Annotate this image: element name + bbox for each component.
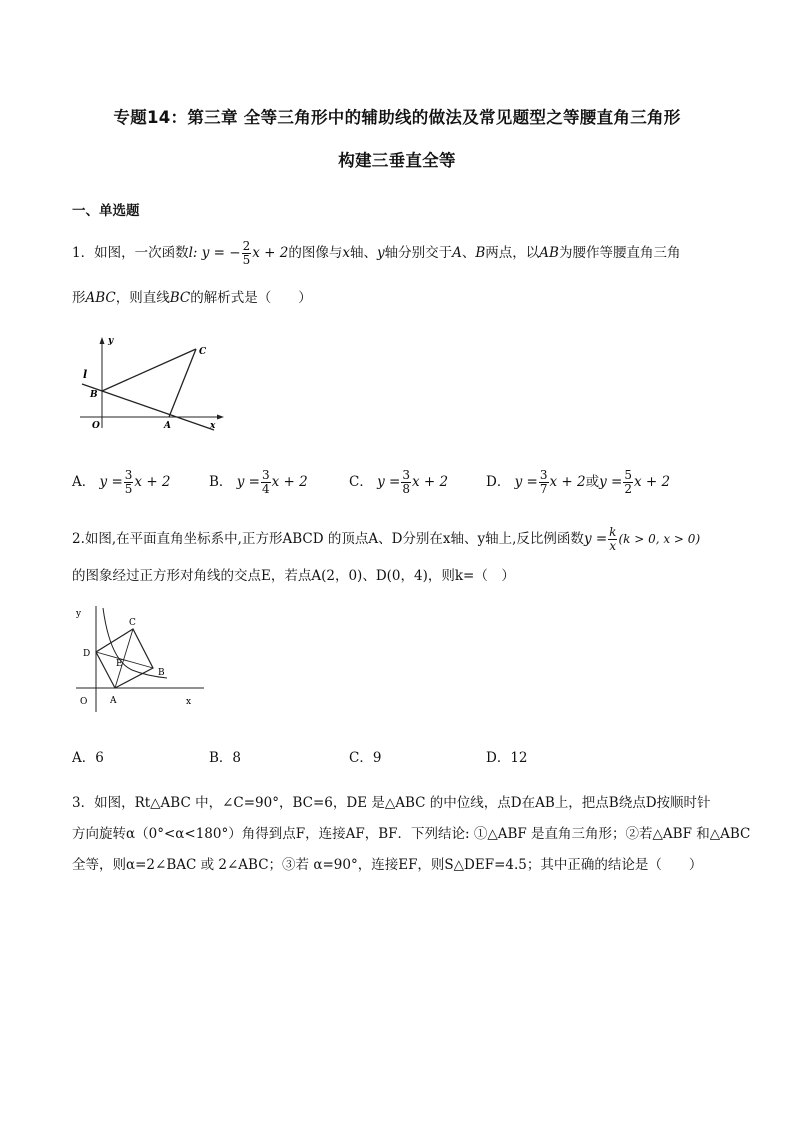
- q2-fraction: [608, 526, 617, 553]
- q1-x-axis: x: [342, 245, 350, 261]
- option-frac-den: 8: [402, 482, 411, 496]
- option-frac-den: 7: [539, 482, 548, 496]
- option-letter: D．: [486, 750, 511, 766]
- q2-stem-line2: 的图象经过正方形对角线的交点E，若点A(2，0)、D(0，4)，则k=（ ）: [72, 568, 515, 584]
- option-fraction-2: [623, 469, 633, 496]
- option-fraction: [124, 469, 134, 496]
- q2-text1: 2.如图,在平面直角坐标系中,正方形ABCD 的顶点A、D分别在x轴、y轴上,反比例函数: [72, 531, 584, 547]
- q2-square-abcd: [96, 629, 153, 688]
- q2-fig-o-label: O: [80, 697, 88, 707]
- q1-eq-rhs: x + 2: [252, 245, 289, 261]
- q2-figure: [72, 600, 212, 726]
- option-frac-den: 5: [124, 482, 133, 496]
- q1-y-axis: y: [376, 245, 385, 261]
- q1-fig-o-label: O: [92, 421, 100, 431]
- option-rhs: x + 2: [271, 474, 308, 490]
- option-letter: A．: [72, 750, 96, 766]
- option-fraction: [261, 469, 271, 496]
- q1-option-c: [349, 469, 448, 496]
- q1-segment-ab: AB: [539, 245, 559, 261]
- q1-line2-b: ，则直线: [115, 290, 170, 306]
- q1-frac-num: 2: [242, 239, 251, 253]
- option-lhs: y =: [236, 474, 260, 490]
- q1-fig-b-label: B: [90, 390, 98, 400]
- q1-line2-c: 的解析式是（ ）: [190, 290, 312, 306]
- q1-option-d: [486, 469, 670, 496]
- q3-stem-line3: 全等，则α=2∠BAC 或 2∠ABC；③若 α=90°，连接EF，则S△DEF=4.5；其中正确的结论是（ ）: [72, 857, 703, 873]
- option-frac-num: 3: [261, 468, 270, 482]
- q2-fig-e-label: E: [116, 659, 123, 669]
- option-rhs-2: x + 2: [633, 474, 671, 490]
- q1-text-c: 轴分别交于: [384, 245, 453, 261]
- q1-fraction: [242, 240, 252, 267]
- q1-triangle-abc: ABC: [85, 290, 116, 306]
- option-letter: C．: [349, 474, 373, 490]
- q1-line-bc: BC: [169, 290, 191, 306]
- option-fraction: [401, 469, 411, 496]
- q1-x-arrow: [217, 415, 224, 420]
- page-title-line1: 专题14：第三章 全等三角形中的辅助线的做法及常见题型之等腰直角三角形: [113, 108, 681, 127]
- section-heading: 一、单选题: [72, 203, 140, 219]
- q1-fig-l-label: l: [83, 368, 88, 381]
- option-lhs: y =: [377, 474, 401, 490]
- q1-figure: [72, 328, 232, 440]
- option-value: 8: [232, 750, 242, 766]
- option-lhs-2: y =: [599, 474, 623, 490]
- q1-eq-lhs: : y = −: [192, 245, 241, 261]
- q1-stem-line2: [72, 286, 312, 306]
- q2-option-d: [486, 746, 528, 766]
- q2-option-b: [209, 746, 241, 766]
- q1-option-b: [209, 469, 308, 496]
- page-title-line2: 构建三垂直全等: [338, 151, 456, 170]
- q1-fig-x-label: x: [210, 421, 216, 431]
- q1-text-a: 的图像与: [288, 245, 343, 261]
- q2-option-a: [72, 746, 104, 766]
- q1-y-arrow: [100, 337, 105, 344]
- q1-stem-line1: [72, 240, 680, 267]
- q1-point-b: B: [475, 245, 486, 261]
- q1-text-b: 轴、: [349, 245, 377, 261]
- option-frac-num-2: 5: [624, 468, 632, 482]
- option-value: 12: [510, 750, 528, 766]
- q1-fig-c-label: C: [199, 347, 207, 357]
- option-letter: D．: [486, 474, 511, 490]
- option-frac-den: 4: [261, 482, 270, 496]
- option-rhs: x + 2: [134, 474, 171, 490]
- q2-frac-num: k: [609, 525, 617, 539]
- q2-option-c: [349, 746, 381, 766]
- option-frac-den-2: 2: [624, 482, 632, 496]
- q1-frac-den: 5: [242, 253, 251, 267]
- q2-func-lhs: y =: [583, 531, 608, 547]
- q2-fig-c-label: C: [129, 618, 136, 628]
- q1-text-d: 、: [461, 245, 476, 261]
- option-lhs: y =: [99, 474, 123, 490]
- option-or: 或: [585, 474, 600, 490]
- option-rhs: x + 2: [412, 474, 449, 490]
- q1-prefix: 1．如图，一次函数: [72, 245, 189, 261]
- option-letter: B．: [209, 474, 233, 490]
- option-letter: C．: [349, 750, 373, 766]
- q1-option-a: [72, 469, 171, 496]
- q3-stem-line2: 方向旋转α（0°<α<180°）角得到点F，连接AF，BF．下列结论: ①△ABF 是直角三角形；②若△ABF 和△ABC: [72, 826, 751, 842]
- option-letter: A．: [72, 474, 96, 490]
- option-frac-num: 3: [124, 468, 133, 482]
- q2-fig-d-label: D: [83, 649, 91, 659]
- q3-stem-line1: 3．如图，Rt△ABC 中，∠C=90°，BC=6，DE 是△ABC 的中位线，点D在AB上，把点B绕点D按顺时针: [72, 795, 711, 811]
- option-fraction: [539, 469, 549, 496]
- option-letter: B．: [209, 750, 233, 766]
- q1-fig-a-label: A: [164, 421, 171, 431]
- option-value: 6: [95, 750, 104, 766]
- q2-fig-b-label: B: [158, 668, 165, 678]
- q2-fig-a-label: A: [110, 696, 117, 706]
- q2-condition: (k > 0, x > 0): [618, 532, 701, 546]
- q1-fig-y-label: y: [108, 336, 114, 346]
- option-rhs: x + 2: [549, 474, 586, 490]
- q2-fig-x-label: x: [186, 697, 192, 707]
- q2-stem-line1: [72, 526, 700, 553]
- option-frac-num: 3: [539, 468, 548, 482]
- q2-frac-den: x: [609, 539, 617, 553]
- option-lhs: y =: [514, 474, 538, 490]
- option-frac-num: 3: [402, 468, 411, 482]
- q1-text-f: 为腰作等腰直角三角: [558, 245, 681, 261]
- option-value: 9: [372, 750, 382, 766]
- q1-line2-a: 形: [72, 290, 86, 306]
- q2-fig-y-label: y: [76, 609, 82, 619]
- q1-text-e: 两点，以: [485, 245, 540, 261]
- q1-func-name: l: [188, 245, 193, 261]
- q1-point-a: A: [452, 245, 462, 261]
